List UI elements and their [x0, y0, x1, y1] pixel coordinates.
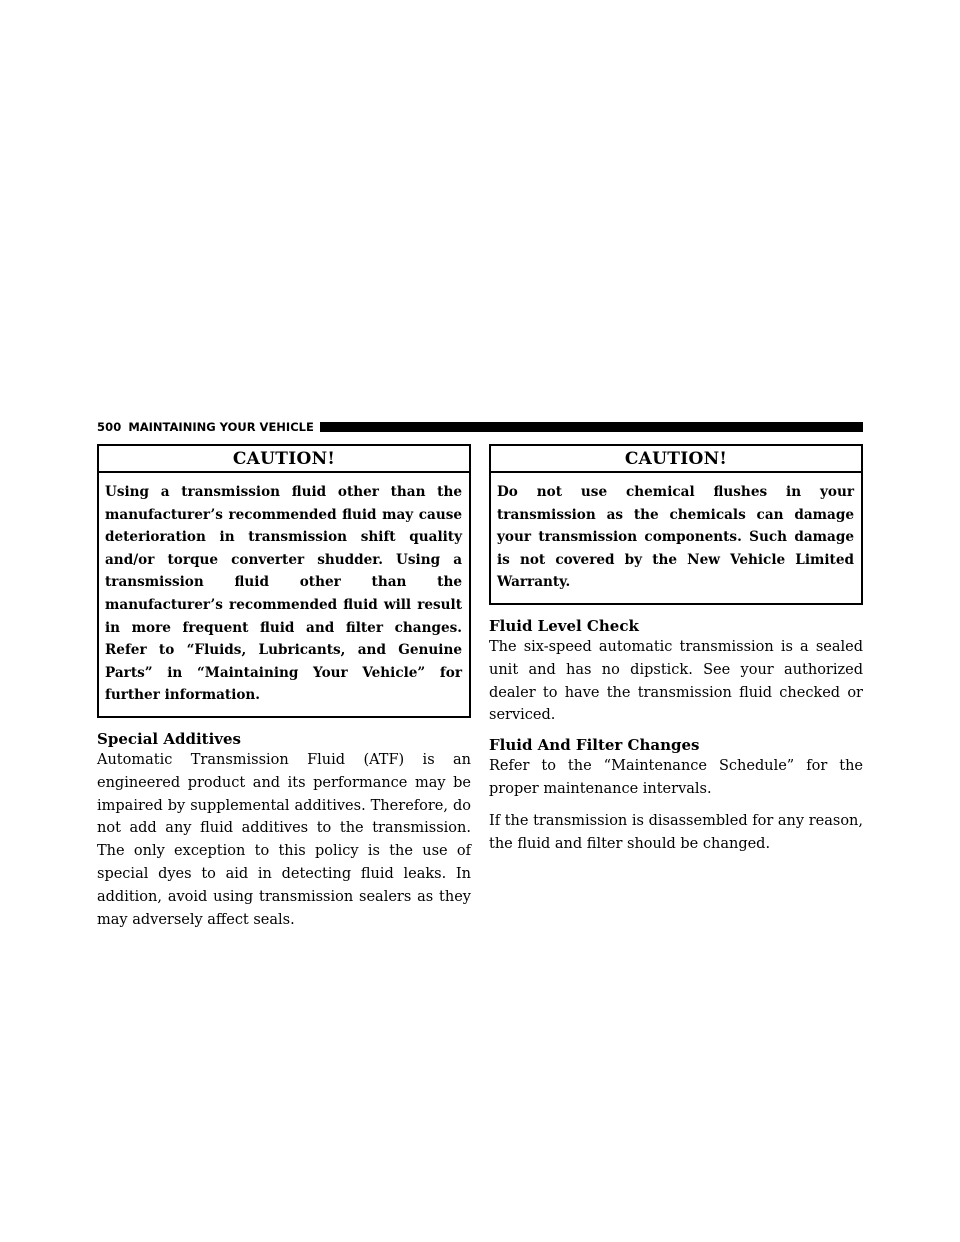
header-rule: [320, 422, 863, 432]
section-heading-fluid-filter-changes: Fluid And Filter Changes: [489, 736, 700, 755]
caution-box-flush: [489, 444, 863, 605]
caution-text: Do not use chemical flushes in your transmission as the chemicals can damage your transmission components. Such damage is not covered by the New Vehicle Limited Warranty.: [497, 484, 854, 591]
caution-title: CAUTION!: [99, 446, 469, 473]
fluid-filter-changes-text: Refer to the “Maintenance Schedule” for the proper maintenance intervals.: [489, 758, 863, 797]
special-additives-section: [97, 729, 471, 931]
section-heading-special-additives: Special Additives: [97, 729, 241, 748]
fluid-level-check-section: [489, 616, 863, 727]
caution-title: CAUTION!: [491, 446, 861, 473]
page-number: 500: [97, 420, 122, 434]
fluid-filter-changes-text: If the transmission is disassembled for any reason, the fluid and filter should be changed.: [489, 812, 863, 852]
special-additives-text: Automatic Transmission Fluid (ATF) is an engineered product and its performance may be impaired by supplemental additives. Therefore, do not add any fluid additives to the transmission. The only exception to this policy is the use of special dyes to aid in detecting fluid leaks. In addition, avoid using transmission sealers as they may adversely affect seals.: [97, 751, 471, 928]
caution-text: Using a transmission fluid other than the manufacturer’s recommended fluid may cause deterioration in transmission shift quality and/or torque converter shudder. Using a transmission fluid other than the manufacturer’s recommended fluid will result in more frequent fluid and filter changes. Refer to “Fluids, Lubricants, and Genuine Parts” in “Maintaining Your Vehicle” for further information.: [105, 484, 462, 704]
page-header: [97, 419, 863, 435]
left-column: [97, 444, 471, 931]
right-column: [489, 444, 863, 855]
fluid-filter-changes-section: [489, 735, 863, 855]
section-title: MAINTAINING YOUR VEHICLE: [128, 420, 314, 434]
fluid-level-check-text: The six-speed automatic transmission is a sealed unit and has no dipstick. See your authorized dealer to have the transmission fluid checked or serviced.: [489, 638, 863, 724]
section-heading-fluid-level-check: Fluid Level Check: [489, 616, 639, 635]
caution-box-fluid: [97, 444, 471, 718]
